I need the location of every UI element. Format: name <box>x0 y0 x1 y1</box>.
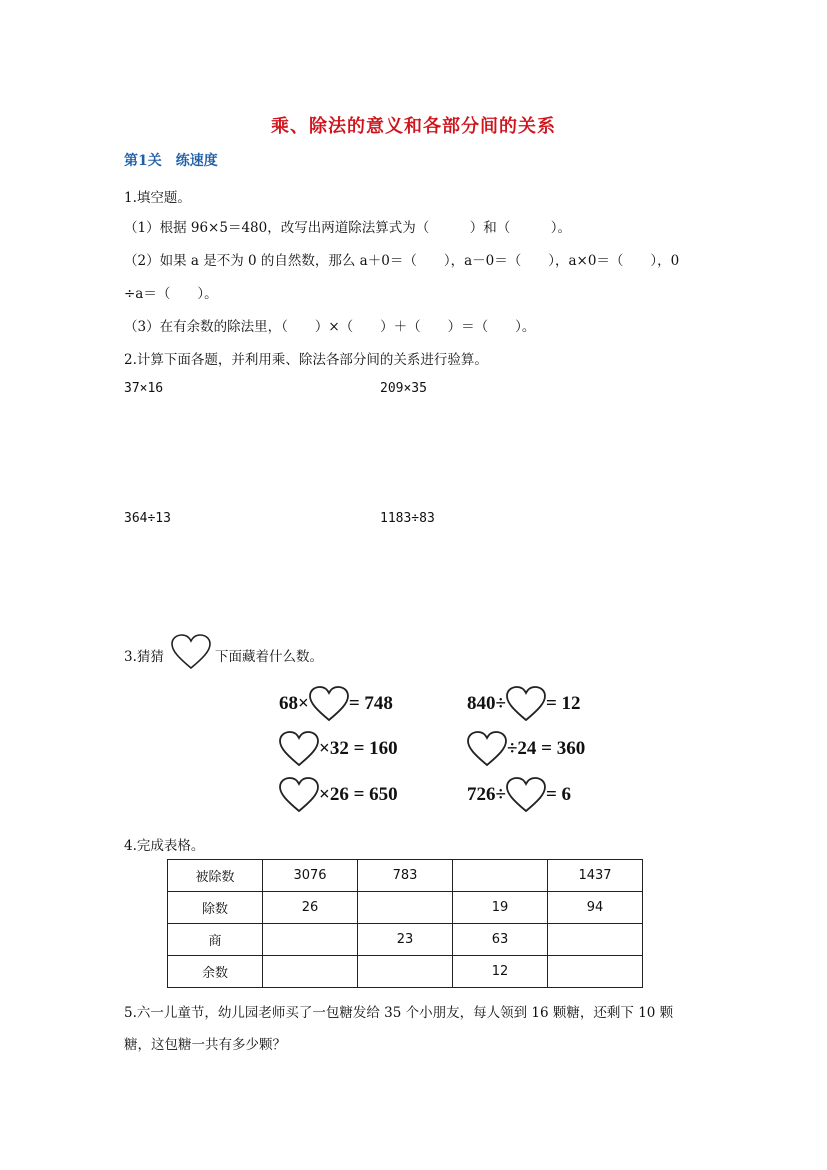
table-cell: 23 <box>358 924 453 956</box>
table-cell: 26 <box>263 892 358 924</box>
q5-line1: 5.六一儿童节，幼儿园老师买了一包糖发给 35 个小朋友，每人领到 16 颗糖，还剩下 10 颗 <box>124 1005 674 1021</box>
q3-heading-end: 下面藏着什么数。 <box>215 649 323 665</box>
table-cell <box>263 956 358 988</box>
table-cell: 1437 <box>548 860 643 892</box>
heart-equation <box>467 731 585 767</box>
table-row <box>168 860 643 892</box>
q5-line2: 糖，这包糖一共有多少颗？ <box>124 1037 286 1053</box>
equation-right: ×32 = 160 <box>319 738 398 759</box>
calc-item: 37×16 <box>124 381 164 396</box>
heart-outline-icon <box>506 777 546 813</box>
equation-left: 68× <box>279 693 309 714</box>
heart-outline-icon <box>467 731 507 767</box>
equation-left: 726÷ <box>467 784 506 805</box>
calc-item: 209×35 <box>380 381 427 396</box>
table-row <box>168 892 643 924</box>
equation-right: ×26 = 650 <box>319 784 398 805</box>
table-cell: 19 <box>453 892 548 924</box>
heart-outline-icon <box>279 731 319 767</box>
table-row <box>168 924 643 956</box>
calc-item: 364÷13 <box>124 511 171 526</box>
heart-equation <box>467 777 571 813</box>
heart-outline-icon <box>506 686 546 722</box>
table-cell <box>358 956 453 988</box>
table-cell <box>453 860 548 892</box>
table-row <box>168 956 643 988</box>
page-title: 乘、除法的意义和各部分间的关系 <box>271 116 556 137</box>
table-cell: 63 <box>453 924 548 956</box>
q4-heading: 4.完成表格。 <box>124 838 205 854</box>
table-cell <box>263 924 358 956</box>
section-heading: 第1关 练速度 <box>124 153 218 169</box>
table-cell: 12 <box>453 956 548 988</box>
equation-right: = 748 <box>348 693 393 714</box>
q1-part3: （3）在有余数的除法里，（ ）×（ ）＋（ ）＝（ ）。 <box>124 319 536 335</box>
heart-equation <box>279 777 398 813</box>
equation-right: = 12 <box>545 693 581 714</box>
heart-equation <box>279 686 393 722</box>
heart-outline-icon <box>171 634 211 670</box>
heart-outline-icon <box>309 686 349 722</box>
table-cell <box>548 956 643 988</box>
table-cell: 3076 <box>263 860 358 892</box>
q3-heading-start: 3.猜猜 <box>124 649 164 665</box>
equation-left: 840÷ <box>467 693 506 714</box>
division-table <box>167 859 643 988</box>
heart-equation <box>467 686 581 722</box>
table-row-header: 被除数 <box>168 860 263 892</box>
table-cell: 783 <box>358 860 453 892</box>
table-row-header: 除数 <box>168 892 263 924</box>
q1-heading: 1.填空题。 <box>124 190 191 206</box>
table-cell <box>358 892 453 924</box>
table-row-header: 商 <box>168 924 263 956</box>
table-cell <box>548 924 643 956</box>
table-cell: 94 <box>548 892 643 924</box>
equation-right: ÷24 = 360 <box>507 738 586 759</box>
heart-outline-icon <box>279 777 319 813</box>
q2-heading: 2.计算下面各题，并利用乘、除法各部分间的关系进行验算。 <box>124 352 488 368</box>
table-row-header: 余数 <box>168 956 263 988</box>
q1-part1: （1）根据 96×5＝480，改写出两道除法算式为（ ）和（ ）。 <box>124 220 571 236</box>
heart-equation <box>279 731 398 767</box>
q1-part2-line2: ÷a＝（ ）。 <box>124 286 218 302</box>
equation-right: = 6 <box>545 784 572 805</box>
q1-part2-line1: （2）如果 a 是不为 0 的自然数，那么 a＋0＝（ ），a－0＝（ ），a×0＝（ ），0 <box>124 253 680 269</box>
calc-item: 1183÷83 <box>380 511 435 526</box>
